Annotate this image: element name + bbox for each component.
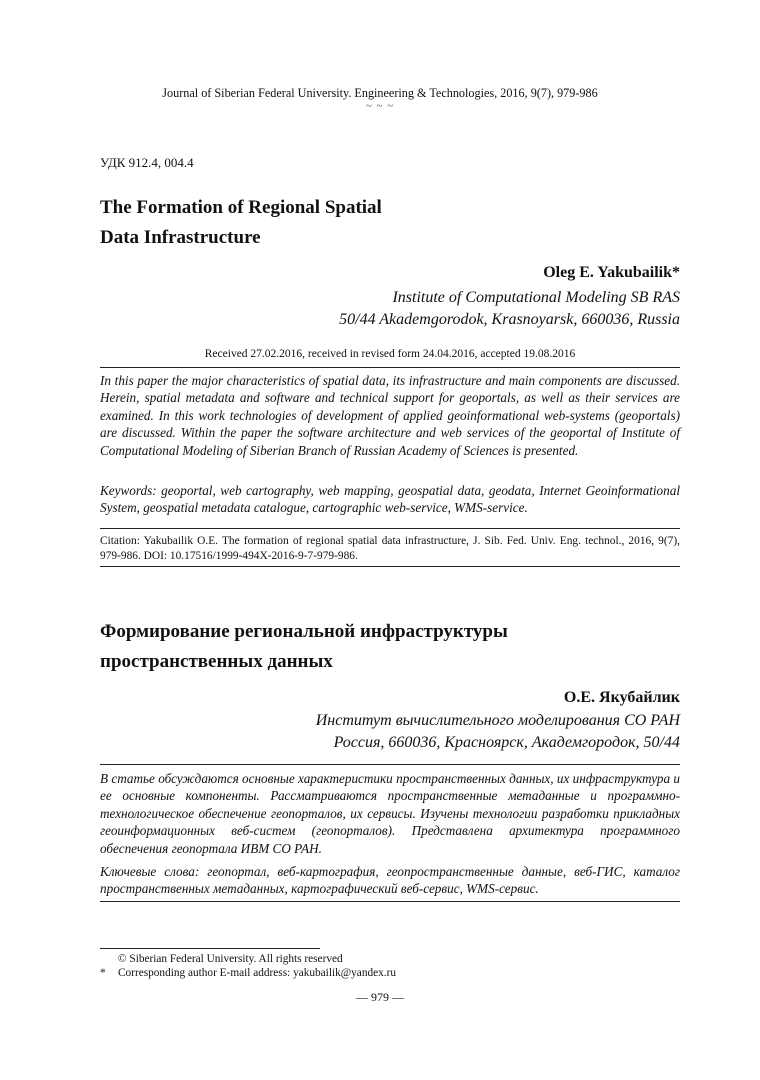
citation-bottom-rule (100, 566, 680, 567)
header-separator: ~ ~ ~ (365, 100, 395, 112)
english-author: Oleg E. Yakubailik* (543, 264, 680, 281)
copyright-text: © Siberian Federal University. All rights reserved (118, 953, 343, 965)
udk-code: УДК 912.4, 004.4 (100, 155, 194, 170)
received-dates: Received 27.02.2016, received in revised form 24.04.2016, accepted 19.08.2016 (204, 348, 576, 360)
footnote-corresponding (100, 966, 396, 980)
russian-affiliation-line2: Россия, 660036, Красноярск, Академгородок, 50/44 (333, 734, 680, 751)
russian-author: О.Е. Якубайлик (563, 689, 680, 706)
russian-abstract-top-rule (100, 764, 680, 765)
footnote-star: * (100, 967, 106, 979)
russian-affiliation-line1: Институт вычислительного моделирования СО РАН (315, 712, 680, 729)
russian-title-line1: Формирование региональной инфраструктуры (100, 621, 508, 642)
citation: Citation: Yakubailik O.E. The formation of regional spatial data infrastructure, J. Sib. Fed. Univ. Eng. technol., 2016, 9(7), 979-986. DOI: 10.17516/1999-494X-2016-9-7-979-986. (100, 535, 680, 562)
english-affiliation-line2: 50/44 Akademgorodok, Krasnoyarsk, 660036, Russia (339, 311, 680, 328)
page-number: — 979 — (356, 990, 404, 1004)
russian-abstract-bottom-rule (100, 901, 680, 902)
footnote-rule (100, 948, 320, 949)
citation-top-rule (100, 528, 680, 529)
russian-title-line2: пространственных данных (100, 651, 333, 672)
english-keywords: Keywords: geoportal, web cartography, web mapping, geospatial data, geodata, Internet Geoinformational System, geospatial metadata catalogue, cartographic web-service, WMS-service. (100, 483, 680, 516)
russian-keywords: Ключевые слова: геопортал, веб-картография, геопространственные данные, веб-ГИС, каталог пространственных метаданных, картографический веб-сервис, WMS-сервис. (100, 864, 680, 897)
abstract-top-rule (100, 367, 680, 368)
corresponding-text: Corresponding author E-mail address: yakubailik@yandex.ru (118, 967, 397, 979)
footnote-copyright (100, 952, 343, 966)
russian-abstract: В статье обсуждаются основные характеристики пространственных данных, их инфраструктура и ее основные компоненты. Рассматриваются пространственные метаданные и программно-технологическое обеспечение геопорталов, их сервисы. Изучены технологии разработки прикладных геоинформационных веб-систем (геопорталов). Представлена архитектура программного обеспечения геопортала ИВМ СО РАН. (100, 771, 680, 856)
english-title-line2: Data Infrastructure (100, 227, 261, 248)
english-title-line1: The Formation of Regional Spatial (100, 197, 382, 218)
english-affiliation-line1: Institute of Computational Modeling SB RAS (392, 289, 680, 306)
english-abstract: In this paper the major characteristics of spatial data, its infrastructure and main components are discussed. Herein, spatial metadata and software and technical support for geoportals, as well as their services are examined. In this work technologies of development of applied geoinformational web-systems (geoportals) are discussed. Within the paper the software architecture and web services of the geoportal of Institute of Computational Modeling of Siberian Branch of Russian Academy of Sciences is presented. (100, 373, 680, 458)
journal-header: Journal of Siberian Federal University. Engineering & Technologies, 2016, 9(7), 979-986 (162, 86, 598, 100)
